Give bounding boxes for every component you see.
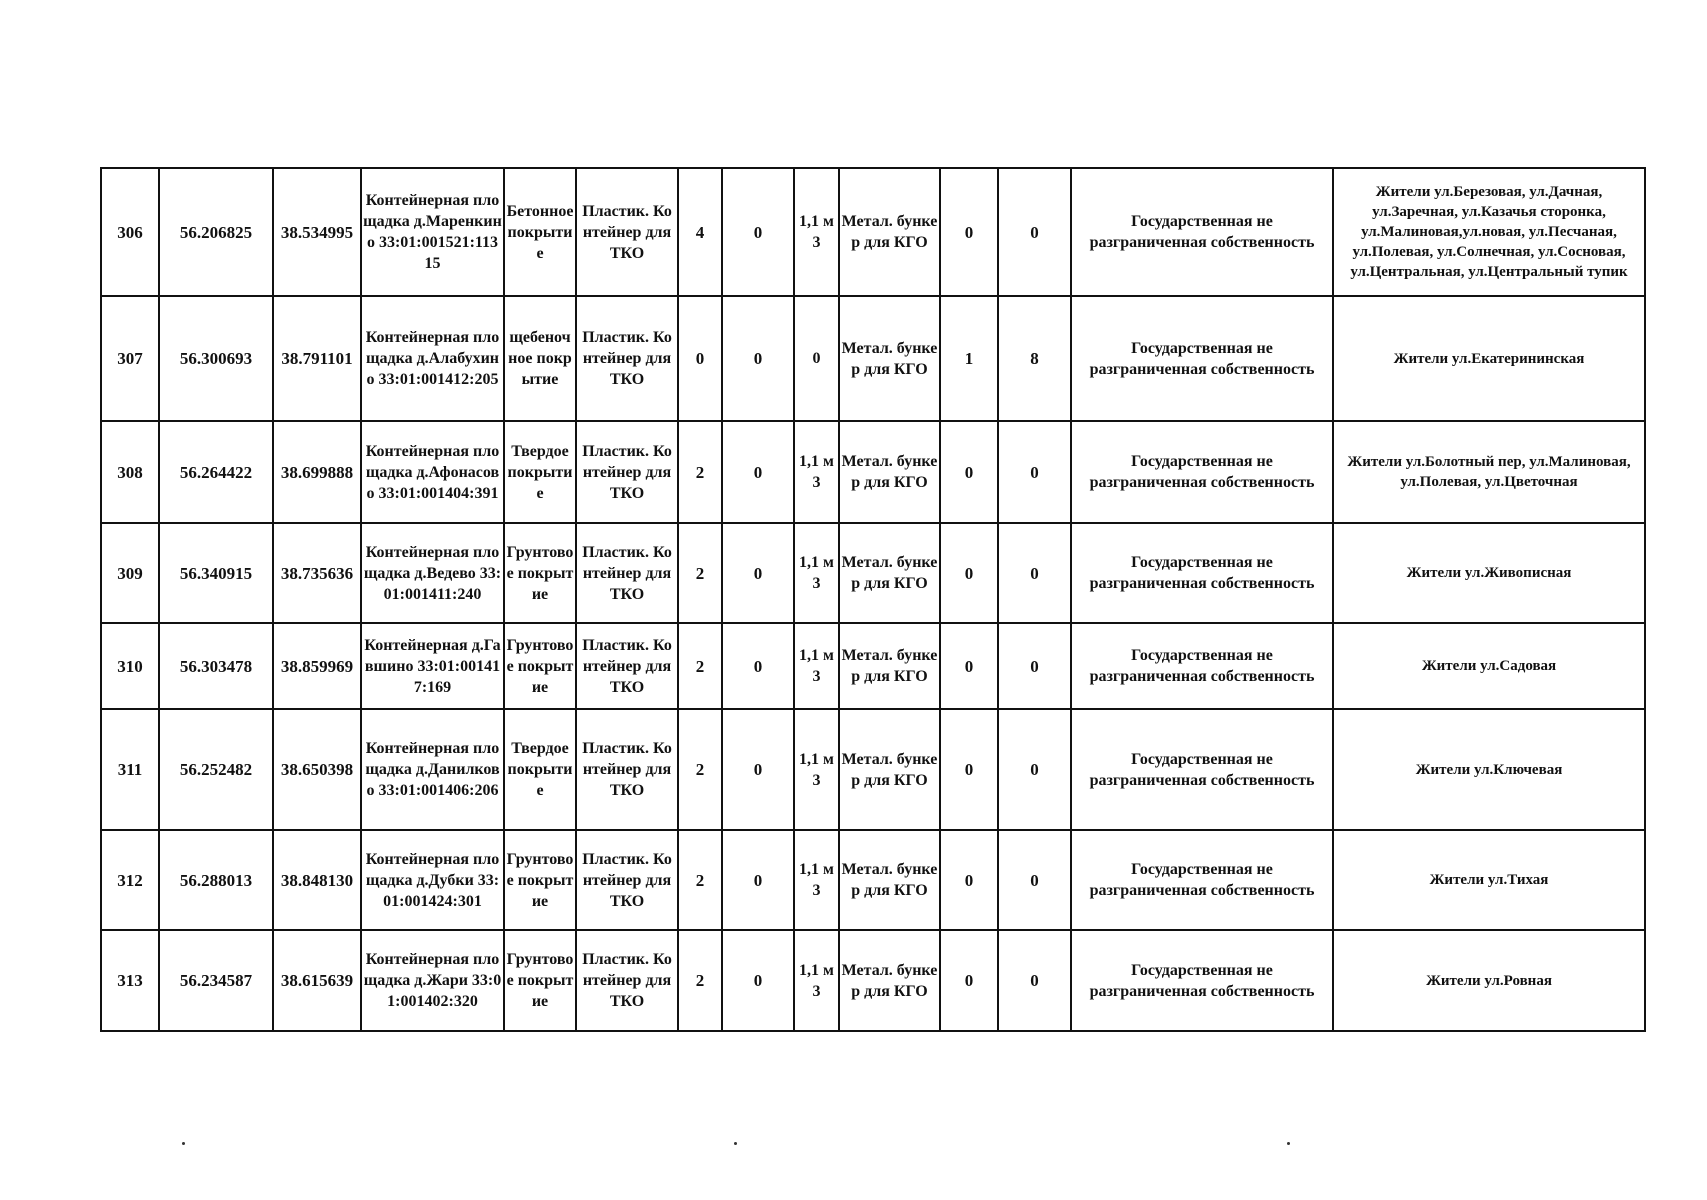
container-sites-table [100, 167, 1646, 1032]
container-qty-planned: 0 [722, 623, 794, 709]
bunker-type: Метал. бункер для КГО [839, 168, 940, 296]
surface-type: Грунтовое покрытие [504, 523, 576, 623]
bunker-qty: 0 [940, 421, 998, 523]
bunker-type: Метал. бункер для КГО [839, 830, 940, 930]
container-type: Пластик. Контейнер для ТКО [576, 623, 678, 709]
container-qty: 2 [678, 623, 722, 709]
bunker-volume: 0 [998, 709, 1071, 830]
container-type: Пластик. Контейнер для ТКО [576, 930, 678, 1031]
container-qty-planned: 0 [722, 709, 794, 830]
residents-served: Жители ул.Ключевая [1333, 709, 1645, 830]
table-row [101, 830, 1645, 930]
residents-served: Жители ул.Екатерининская [1333, 296, 1645, 421]
ownership: Государственная не разграниченная собственность [1071, 296, 1333, 421]
container-type: Пластик. Контейнер для ТКО [576, 523, 678, 623]
surface-type: Грунтовое покрытие [504, 830, 576, 930]
table-row [101, 421, 1645, 523]
row-number: 313 [101, 930, 159, 1031]
ownership: Государственная не разграниченная собственность [1071, 421, 1333, 523]
site-description: Контейнерная д.Гавшино 33:01:001417:169 [361, 623, 504, 709]
bunker-type: Метал. бункер для КГО [839, 623, 940, 709]
scan-speck [1287, 1142, 1290, 1145]
bunker-qty: 0 [940, 930, 998, 1031]
row-number: 309 [101, 523, 159, 623]
bunker-volume: 0 [998, 623, 1071, 709]
residents-served: Жители ул.Живописная [1333, 523, 1645, 623]
container-qty-planned: 0 [722, 930, 794, 1031]
bunker-volume: 0 [998, 930, 1071, 1031]
surface-type: Бетонное покрытие [504, 168, 576, 296]
container-qty: 2 [678, 523, 722, 623]
longitude: 38.859969 [273, 623, 361, 709]
container-type: Пластик. Контейнер для ТКО [576, 296, 678, 421]
container-qty-planned: 0 [722, 421, 794, 523]
longitude: 38.735636 [273, 523, 361, 623]
container-volume: 1,1 м3 [794, 421, 839, 523]
container-volume: 1,1 м3 [794, 168, 839, 296]
bunker-volume: 0 [998, 168, 1071, 296]
ownership: Государственная не разграниченная собственность [1071, 168, 1333, 296]
site-description: Контейнерная площадка д.Данилково 33:01:001406:206 [361, 709, 504, 830]
ownership: Государственная не разграниченная собственность [1071, 709, 1333, 830]
site-description: Контейнерная площадка д.Ведево 33:01:001411:240 [361, 523, 504, 623]
latitude: 56.206825 [159, 168, 273, 296]
latitude: 56.303478 [159, 623, 273, 709]
container-qty-planned: 0 [722, 523, 794, 623]
container-volume: 1,1 м3 [794, 930, 839, 1031]
bunker-volume: 8 [998, 296, 1071, 421]
residents-served: Жители ул.Садовая [1333, 623, 1645, 709]
surface-type: Грунтовое покрытие [504, 623, 576, 709]
container-qty: 0 [678, 296, 722, 421]
latitude: 56.300693 [159, 296, 273, 421]
longitude: 38.699888 [273, 421, 361, 523]
container-qty: 2 [678, 830, 722, 930]
bunker-qty: 0 [940, 168, 998, 296]
bunker-volume: 0 [998, 523, 1071, 623]
table-row [101, 168, 1645, 296]
container-qty-planned: 0 [722, 296, 794, 421]
surface-type: Твердое покрытие [504, 709, 576, 830]
ownership: Государственная не разграниченная собственность [1071, 623, 1333, 709]
bunker-qty: 1 [940, 296, 998, 421]
row-number: 310 [101, 623, 159, 709]
scan-speck [182, 1142, 185, 1145]
latitude: 56.252482 [159, 709, 273, 830]
bunker-volume: 0 [998, 421, 1071, 523]
scan-speck [734, 1142, 737, 1145]
table-row [101, 523, 1645, 623]
ownership: Государственная не разграниченная собственность [1071, 830, 1333, 930]
container-qty: 2 [678, 421, 722, 523]
table-row [101, 930, 1645, 1031]
bunker-type: Метал. бункер для КГО [839, 296, 940, 421]
container-qty: 2 [678, 709, 722, 830]
container-type: Пластик. Контейнер для ТКО [576, 421, 678, 523]
row-number: 312 [101, 830, 159, 930]
residents-served: Жители ул.Березовая, ул.Дачная, ул.Заречная, ул.Казачья сторонка, ул.Малиновая,ул.новая, ул.Песчаная, ул.Полевая, ул.Солнечная, ул.Сосновая, ул.Центральная, ул.Центральный тупик [1333, 168, 1645, 296]
bunker-qty: 0 [940, 709, 998, 830]
container-qty-planned: 0 [722, 830, 794, 930]
bunker-qty: 0 [940, 830, 998, 930]
bunker-type: Метал. бункер для КГО [839, 421, 940, 523]
container-volume: 1,1 м3 [794, 830, 839, 930]
container-type: Пластик. Контейнер для ТКО [576, 168, 678, 296]
ownership: Государственная не разграниченная собственность [1071, 930, 1333, 1031]
container-qty: 4 [678, 168, 722, 296]
site-description: Контейнерная площадка д.Афонасово 33:01:001404:391 [361, 421, 504, 523]
row-number: 307 [101, 296, 159, 421]
longitude: 38.848130 [273, 830, 361, 930]
container-volume: 1,1 м3 [794, 523, 839, 623]
bunker-volume: 0 [998, 830, 1071, 930]
bunker-qty: 0 [940, 523, 998, 623]
latitude: 56.340915 [159, 523, 273, 623]
latitude: 56.234587 [159, 930, 273, 1031]
surface-type: Твердое покрытие [504, 421, 576, 523]
container-volume: 1,1 м3 [794, 623, 839, 709]
latitude: 56.288013 [159, 830, 273, 930]
residents-served: Жители ул.Ровная [1333, 930, 1645, 1031]
residents-served: Жители ул.Тихая [1333, 830, 1645, 930]
ownership: Государственная не разграниченная собственность [1071, 523, 1333, 623]
container-type: Пластик. Контейнер для ТКО [576, 830, 678, 930]
table-row [101, 709, 1645, 830]
container-volume: 0 [794, 296, 839, 421]
row-number: 306 [101, 168, 159, 296]
longitude: 38.615639 [273, 930, 361, 1031]
site-description: Контейнерная площадка д.Дубки 33:01:001424:301 [361, 830, 504, 930]
table-row [101, 296, 1645, 421]
residents-served: Жители ул.Болотный пер, ул.Малиновая, ул.Полевая, ул.Цветочная [1333, 421, 1645, 523]
surface-type: щебеночное покрытие [504, 296, 576, 421]
row-number: 308 [101, 421, 159, 523]
longitude: 38.534995 [273, 168, 361, 296]
site-description: Контейнерная площадка д.Алабухино 33:01:001412:205 [361, 296, 504, 421]
container-qty-planned: 0 [722, 168, 794, 296]
bunker-type: Метал. бункер для КГО [839, 523, 940, 623]
bunker-type: Метал. бункер для КГО [839, 709, 940, 830]
latitude: 56.264422 [159, 421, 273, 523]
bunker-type: Метал. бункер для КГО [839, 930, 940, 1031]
site-description: Контейнерная площадка д.Жари 33:01:001402:320 [361, 930, 504, 1031]
table-row [101, 623, 1645, 709]
container-type: Пластик. Контейнер для ТКО [576, 709, 678, 830]
container-volume: 1,1 м3 [794, 709, 839, 830]
bunker-qty: 0 [940, 623, 998, 709]
row-number: 311 [101, 709, 159, 830]
container-qty: 2 [678, 930, 722, 1031]
surface-type: Грунтовое покрытие [504, 930, 576, 1031]
site-description: Контейнерная площадка д.Маренкино 33:01:001521:11315 [361, 168, 504, 296]
longitude: 38.791101 [273, 296, 361, 421]
longitude: 38.650398 [273, 709, 361, 830]
